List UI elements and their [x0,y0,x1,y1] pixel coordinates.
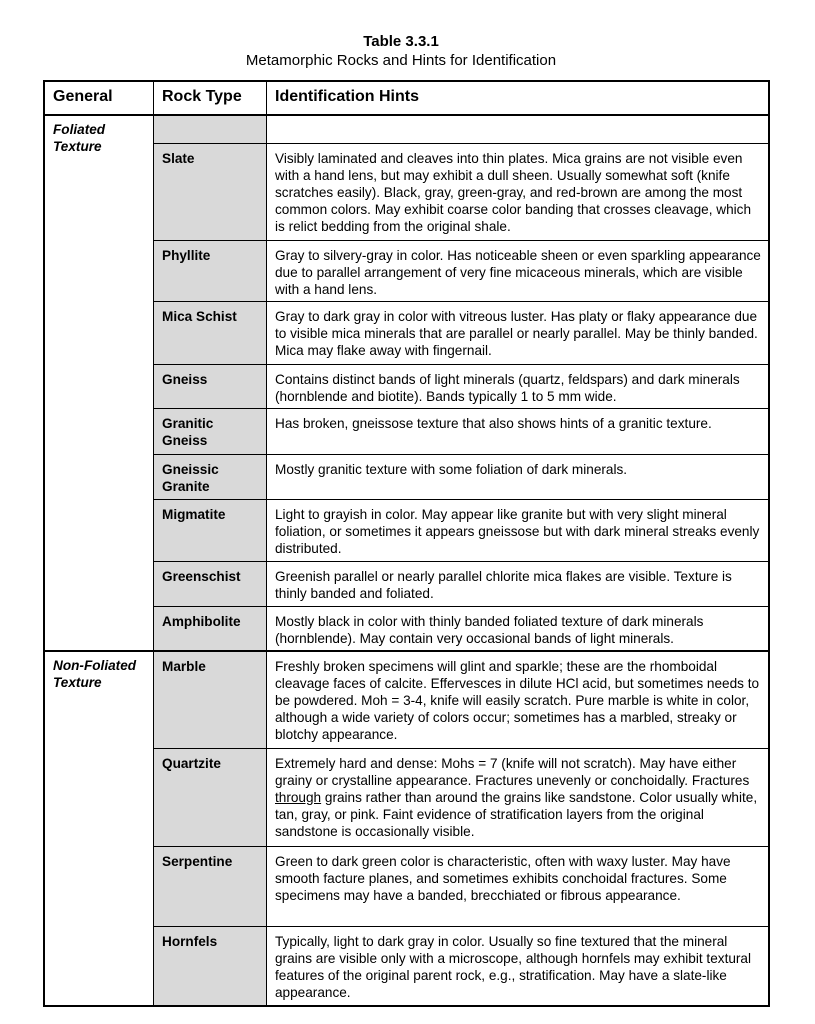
rock-type-cell: Gneissic Granite [154,454,267,499]
identification-hint-cell: Green to dark green color is characteristic, often with waxy luster. May have smooth facture planes, and sometimes exhibits conchoidal fractures. Some specimens may have a banded, brecchiated or fibrous appearance. [267,846,770,926]
identification-hint-cell [267,115,770,143]
identification-hint-cell: Contains distinct bands of light minerals (quartz, feldspars) and dark minerals (hornblende and biotite). Bands typically 1 to 5 mm wide. [267,364,770,408]
rock-type-cell: Slate [154,143,267,240]
identification-hint-cell [267,748,770,846]
table-row [44,454,769,499]
rock-type-cell: Serpentine [154,846,267,926]
identification-hint-cell: Gray to silvery-gray in color. Has noticeable sheen or even sparkling appearance due to parallel arrangement of very fine micaceous minerals, which are visible with a hand lens. [267,240,770,301]
identification-hint-cell: Freshly broken specimens will glint and sparkle; these are the rhomboidal cleavage faces of calcite. Effervesces in dilute HCl acid, but sometimes needs to be powdered. Moh = 3-4, knife will easily scratch. Pure marble is white in color, although a wide variety of colors occur; sometimes has a marbled, streaky or blotchy appearance. [267,651,770,748]
table-row [44,240,769,301]
table-row [44,143,769,240]
table-row [44,651,769,748]
header-identification-hints: Identification Hints [267,81,770,115]
rock-type-cell: Gneiss [154,364,267,408]
rock-type-cell [154,115,267,143]
rock-type-cell: Granitic Gneiss [154,408,267,454]
table-row [44,561,769,606]
table-row [44,748,769,846]
identification-hint-cell: Gray to dark gray in color with vitreous luster. Has platy or flaky appearance due to visible mica minerals that are parallel or nearly parallel. May be thinly banded. Mica may flake away with fingernail. [267,301,770,364]
general-category-cell: Foliated Texture [44,115,154,651]
table-row [44,301,769,364]
table-row [44,364,769,408]
rock-type-cell: Quartzite [154,748,267,846]
header-row [44,81,769,115]
header-rock-type: Rock Type [154,81,267,115]
identification-hint-cell: Has broken, gneissose texture that also shows hints of a granitic texture. [267,408,770,454]
table-subtitle: Metamorphic Rocks and Hints for Identification [245,52,557,69]
rock-type-cell: Hornfels [154,926,267,1006]
table-row [44,606,769,651]
rock-type-cell: Mica Schist [154,301,267,364]
table-body [44,115,769,1006]
identification-hint-cell: Light to grayish in color. May appear like granite but with very slight mineral foliation, or sometimes it appears gneissose but with dark mineral streaks evenly distributed. [267,499,770,561]
rock-type-cell: Marble [154,651,267,748]
identification-hint-cell: Mostly black in color with thinly banded foliated texture of dark minerals (hornblende). May contain very occasional bands of light minerals. [267,606,770,651]
general-category-cell: Non-Foliated Texture [44,651,154,1006]
rock-type-cell: Migmatite [154,499,267,561]
table-row [44,115,769,143]
identification-hint-cell: Mostly granitic texture with some foliation of dark minerals. [267,454,770,499]
table-row [44,846,769,926]
table-row [44,926,769,1006]
table-row [44,408,769,454]
identification-hint-cell: Greenish parallel or nearly parallel chlorite mica flakes are visible. Texture is thinly banded and foliated. [267,561,770,606]
identification-hint-cell: Typically, light to dark gray in color. Usually so fine textured that the mineral grains are visible only with a microscope, although hornfels may exhibit textural features of the original parent rock, e.g., stratification. May have a slate-like appearance. [267,926,770,1006]
hint-text: Extremely hard and dense: Mohs = 7 (knife will not scratch). May have either grainy or crystalline appearance. Fractures unevenly or conchoidally. Fractures [275,755,750,788]
metamorphic-rocks-table [43,80,770,1007]
rock-type-cell: Phyllite [154,240,267,301]
table-title: Table 3.3.1 [363,33,439,50]
rock-type-cell: Amphibolite [154,606,267,651]
identification-hint-cell: Visibly laminated and cleaves into thin plates. Mica grains are not visible even with a hand lens, but may exhibit a dull sheen. Usually somewhat soft (knife scratches easily). Black, gray, green-gray, and red-brown are among the most common colors. May exhibit coarse color banding that crosses cleavage, which is relict bedding from the original shale. [267,143,770,240]
rock-type-cell: Greenschist [154,561,267,606]
hint-text: grains rather than around the grains like sandstone. Color usually white, tan, gray, or pink. Faint evidence of stratification layers from the original sandstone is occasionally visible. [275,789,758,839]
hint-underlined-text: through [275,789,322,805]
header-general: General [44,81,154,115]
table-row [44,499,769,561]
